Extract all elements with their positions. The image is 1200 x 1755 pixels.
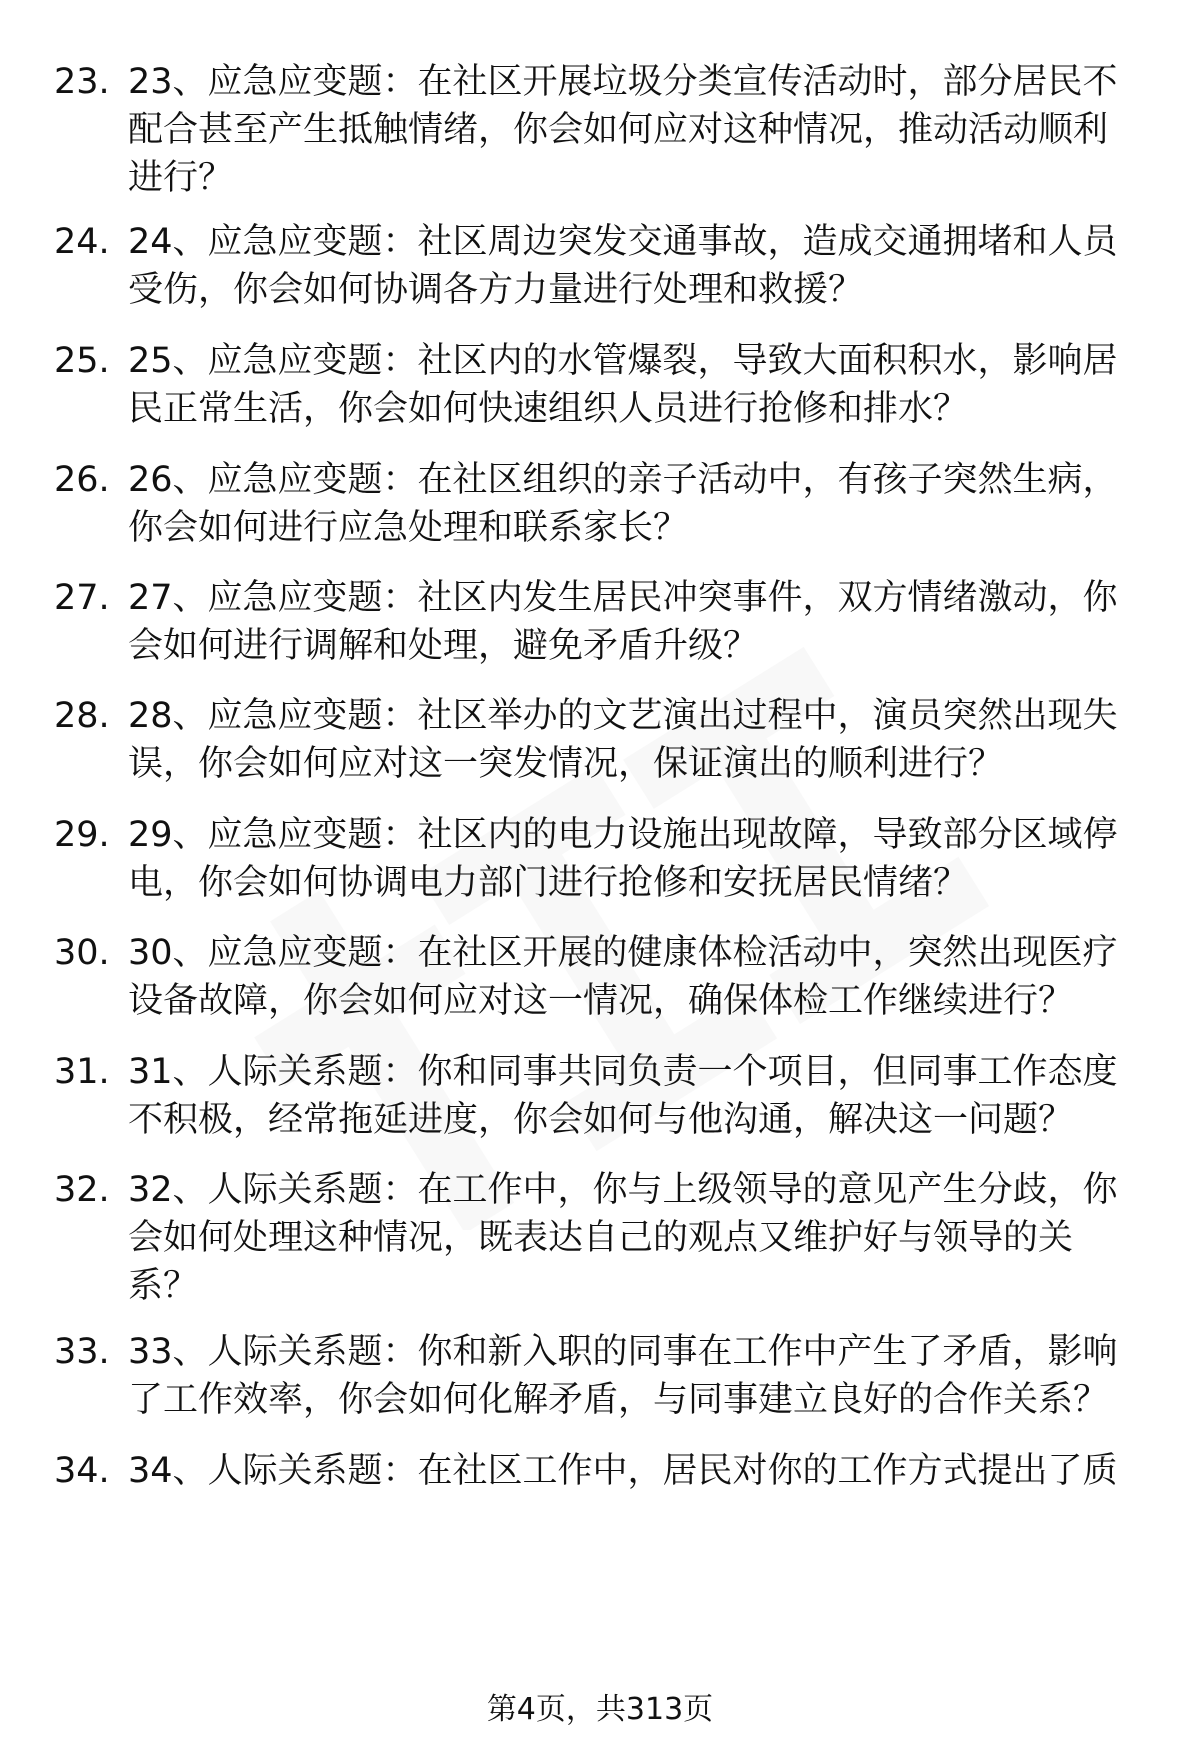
question-text: 24、应急应变题：社区周边突发交通事故，造成交通拥堵和人员 受伤，你会如何协调各方力量进行处理和救援？	[128, 222, 1118, 310]
question-number: 28.	[54, 696, 110, 736]
question-text: 28、应急应变题：社区举办的文艺演出过程中，演员突然出现失 误，你会如何应对这一突发情况，保证演出的顺利进行？	[128, 696, 1118, 784]
question-number: 23.	[54, 62, 110, 102]
page-footer: 第4页，共313页	[486, 1692, 714, 1727]
question-text: 33、人际关系题：你和新入职的同事在工作中产生了矛盾，影响 了工作效率，你会如何化解矛盾，与同事建立良好的合作关系？	[128, 1332, 1118, 1420]
question-text: 29、应急应变题：社区内的电力设施出现故障，导致部分区域停 电，你会如何协调电力部门进行抢修和安抚居民情绪？	[128, 815, 1118, 903]
question-number: 33.	[54, 1332, 110, 1372]
question-number: 29.	[54, 815, 110, 855]
question-text: 25、应急应变题：社区内的水管爆裂，导致大面积积水，影响居 民正常生活，你会如何快速组织人员进行抢修和排水？	[128, 341, 1118, 429]
question-text: 34、人际关系题：在社区工作中，居民对你的工作方式提出了质	[128, 1451, 1118, 1491]
question-number: 25.	[54, 341, 110, 381]
question-number: 32.	[54, 1170, 110, 1210]
question-number: 27.	[54, 578, 110, 618]
question-number: 34.	[54, 1451, 110, 1491]
question-number: 26.	[54, 460, 110, 500]
question-number: 30.	[54, 933, 110, 973]
question-text: 30、应急应变题：在社区开展的健康体检活动中，突然出现医疗 设备故障，你会如何应对这一情况，确保体检工作继续进行？	[128, 933, 1118, 1021]
question-text: 31、人际关系题：你和同事共同负责一个项目，但同事工作态度 不积极，经常拖延进度，你会如何与他沟通，解决这一问题？	[128, 1052, 1118, 1140]
question-text: 26、应急应变题：在社区组织的亲子活动中，有孩子突然生病， 你会如何进行应急处理和联系家长？	[128, 460, 1118, 548]
question-text: 27、应急应变题：社区内发生居民冲突事件，双方情绪激动，你 会如何进行调解和处理，避免矛盾升级？	[128, 578, 1118, 666]
question-number: 24.	[54, 222, 110, 262]
question-number: 31.	[54, 1052, 110, 1092]
question-text: 32、人际关系题：在工作中，你与上级领导的意见产生分歧，你 会如何处理这种情况，既表达自己的观点又维护好与领导的关 系？	[128, 1170, 1118, 1306]
question-text: 23、应急应变题：在社区开展垃圾分类宣传活动时，部分居民不 配合甚至产生抵触情绪，你会如何应对这种情况，推动活动顺利 进行？	[128, 62, 1118, 198]
